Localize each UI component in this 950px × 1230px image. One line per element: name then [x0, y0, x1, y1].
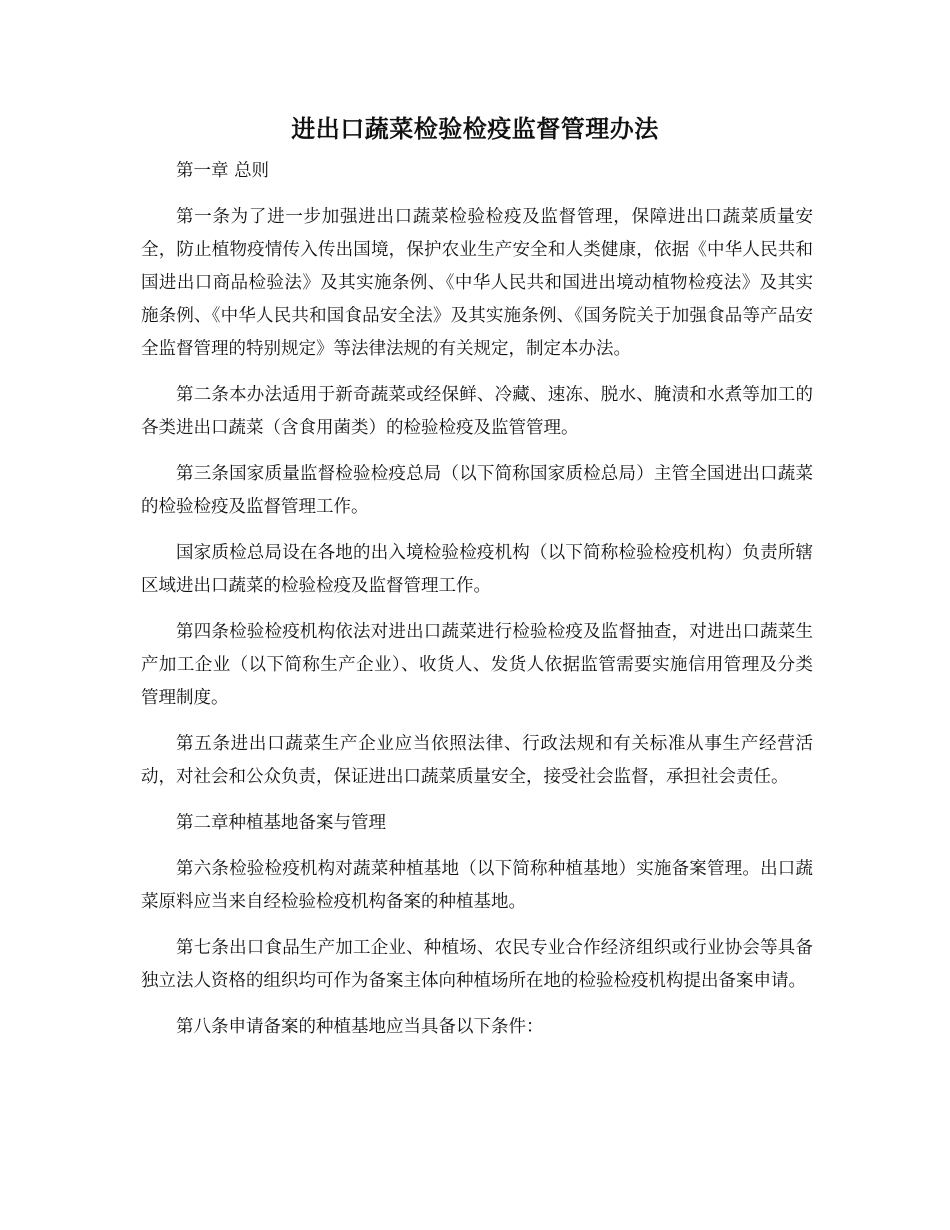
- document-title: 进出口蔬菜检验检疫监督管理办法: [291, 114, 659, 143]
- article-8: 第八条申请备案的种植基地应当具备以下条件：: [176, 1017, 544, 1037]
- chapter-1-heading: 第一章 总则: [176, 161, 270, 181]
- article-7: 第七条出口食品生产加工企业、种植场、农民专业合作经济组织或行业协会等具备独立法人资格的组织均可作为备案主体向种植场所在地的检验检疫机构提出备案申请。: [141, 938, 813, 991]
- article-1: 第一条为了进一步加强进出口蔬菜检验检疫及监督管理，保障进出口蔬菜质量安全，防止植物疫情传入传出国境，保护农业生产安全和人类健康，依据《中华人民共和国进出口商品检验法》及其实施条例、《中华人民共和国进出境动植物检疫法》及其实施条例、《中华人民共和国食品安全法》及其实施条例、《国务院关于加强食品等产品安全监督管理的特别规定》等法律法规的有关规定，制定本办法。: [141, 207, 813, 359]
- article-4: 第四条检验检疫机构依法对进出口蔬菜进行检验检疫及监督抽查，对进出口蔬菜生产加工企业（以下简称生产企业）、收货人、发货人依据监管需要实施信用管理及分类管理制度。: [141, 622, 813, 708]
- chapter-2-heading: 第二章种植基地备案与管理: [176, 813, 386, 833]
- article-3: 第三条国家质量监督检验检疫总局（以下简称国家质检总局）主管全国进出口蔬菜的检验检疫及监督管理工作。: [141, 464, 813, 517]
- document-body: [141, 155, 813, 1057]
- article-2: 第二条本办法适用于新奇蔬菜或经保鲜、冷藏、速冻、脱水、腌渍和水煮等加工的各类进出口蔬菜（含食用菌类）的检验检疫及监管管理。: [141, 385, 813, 438]
- article-6: 第六条检验检疫机构对蔬菜种植基地（以下简称种植基地）实施备案管理。出口蔬菜原料应当来自经检验检疫机构备案的种植基地。: [141, 859, 813, 912]
- article-3-paragraph-2: 国家质检总局设在各地的出入境检验检疫机构（以下简称检验检疫机构）负责所辖区域进出口蔬菜的检验检疫及监督管理工作。: [141, 543, 813, 596]
- article-5: 第五条进出口蔬菜生产企业应当依照法律、行政法规和有关标准从事生产经营活动，对社会和公众负责，保证进出口蔬菜质量安全，接受社会监督，承担社会责任。: [141, 734, 813, 787]
